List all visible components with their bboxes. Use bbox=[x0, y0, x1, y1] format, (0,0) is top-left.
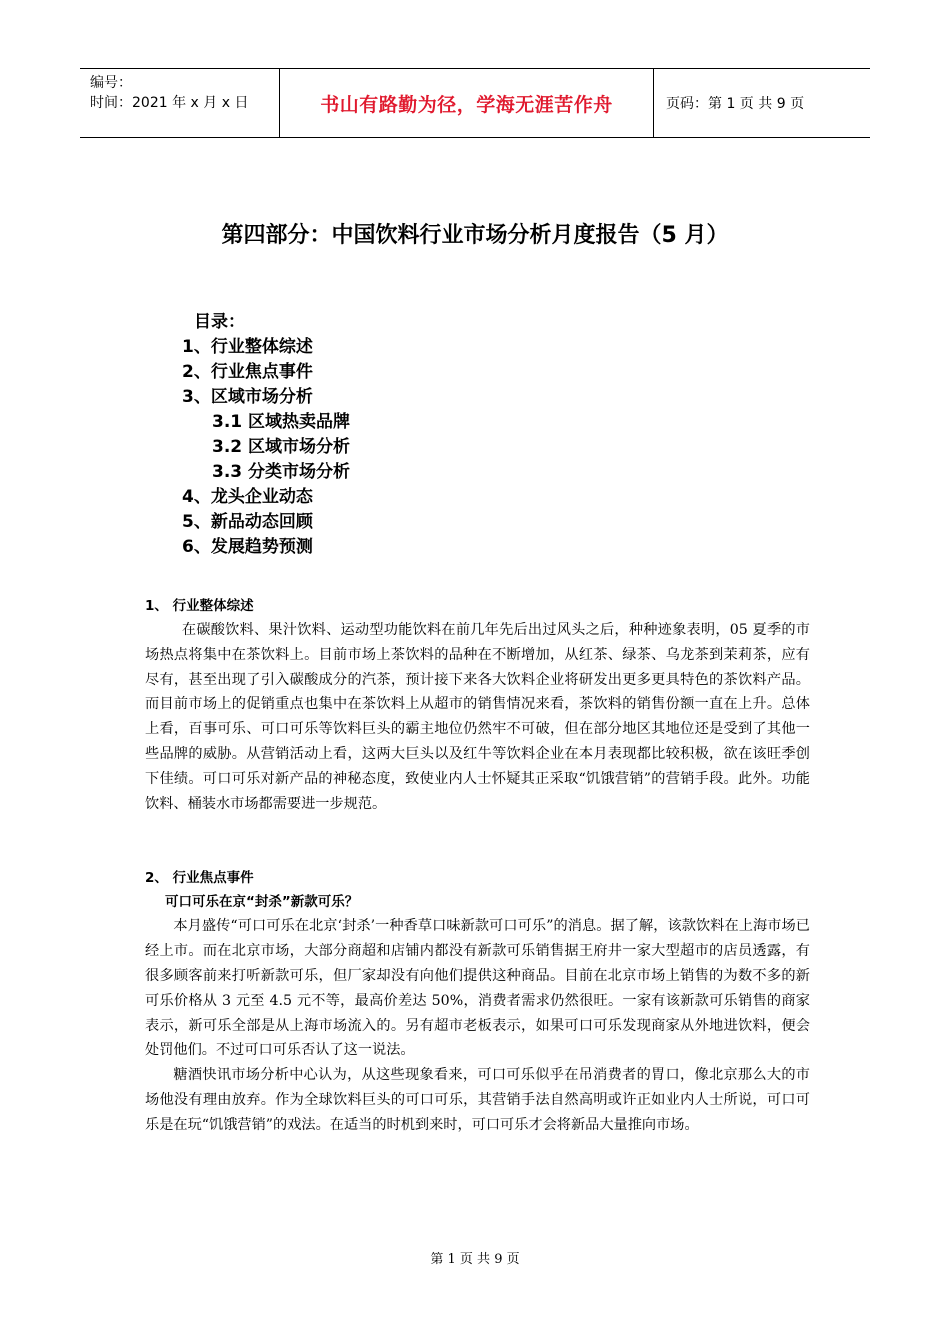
table-of-contents bbox=[182, 310, 350, 560]
document-number-label: 编号： bbox=[90, 75, 132, 91]
toc-subitem: 3.3 分类市场分析 bbox=[212, 462, 351, 482]
toc-item: 1、行业整体综述 bbox=[182, 337, 313, 357]
toc-item: 4、龙头企业动态 bbox=[182, 487, 313, 507]
section-paragraph: 在碳酸饮料、果汁饮料、运动型功能饮料在前几年先后出过风头之后，种种迹象表明，05 夏季的市场热点将集中在茶饮料上。目前市场上茶饮料的品种在不断增加，从红茶、绿茶、乌龙茶到茉莉茶，应有尽有，甚至出现了引入碳酸成分的汽茶，预计接下来各大饮料企业将研发出更多更具特色的茶饮料产品。而目前市场上的促销重点也集中在茶饮料上从超市的销售情况来看，茶饮料的销售份额一直在上升。总体上看，百事可乐、可口可乐等饮料巨头的霸主地位仍然牢不可破，但在部分地区其地位还是受到了其他一些品牌的威胁。从营销活动上看，这两大巨头以及红牛等饮料企业在本月表现都比较积极，欲在该旺季创下佳绩。可口可乐对新产品的神秘态度，致使业内人士怀疑其正采取“饥饿营销”的营销手段。此外。功能饮料、桶装水市场都需要进一步规范。 bbox=[145, 622, 810, 812]
toc-item: 5、新品动态回顾 bbox=[182, 512, 313, 532]
toc-heading: 目录： bbox=[194, 312, 245, 332]
toc-subitem: 3.1 区域热卖品牌 bbox=[212, 412, 351, 432]
header-meta bbox=[80, 69, 280, 137]
page-footer: 第 1 页 共 9 页 bbox=[430, 1252, 520, 1267]
toc-subitem: 3.2 区域市场分析 bbox=[212, 437, 351, 457]
document-body bbox=[145, 594, 810, 1138]
document-time-label: 时间：2021 年 x 月 x 日 bbox=[90, 95, 249, 111]
section-paragraph: 本月盛传“可口可乐在北京‘封杀’一种香草口味新款可口可乐”的消息。据了解，该款饮料在上海市场已经上市。而在北京市场，大部分商超和店铺内都没有新款可乐销售据王府井一家大型超市的店员透露，有很多顾客前来打听新款可乐，但厂家却没有向他们提供这种商品。目前在北京市场上销售的为数不多的新可乐价格从 3 元至 4.5 元不等，最高价差达 50%，消费者需求仍然很旺。一家有该新款可乐销售的商家表示，新可乐全部是从上海市场流入的。另有超市老板表示，如果可口可乐发现商家从外地进饮料，便会处罚他们。不过可口可乐否认了这一说法。 bbox=[145, 918, 810, 1059]
document-title: 第四部分：中国饮料行业市场分析月度报告（5 月） bbox=[221, 223, 729, 248]
toc-item: 3、区域市场分析 bbox=[182, 387, 313, 407]
section-heading: 1、 行业整体综述 bbox=[145, 598, 254, 614]
section-subheading: 可口可乐在京“封杀”新款可乐？ bbox=[165, 894, 359, 911]
header-page-info: 页码：第 1 页 共 9 页 bbox=[666, 96, 805, 112]
section-paragraph: 糖酒快讯市场分析中心认为，从这些现象看来，可口可乐似乎在吊消费者的胃口，像北京那么大的市场他没有理由放弃。作为全球饮料巨头的可口可乐，其营销手法自然高明或许正如业内人士所说，可口可乐是在玩“饥饿营销”的戏法。在适当的时机到来时，可口可乐才会将新品大量推向市场。 bbox=[145, 1067, 810, 1133]
toc-item: 2、行业焦点事件 bbox=[182, 362, 313, 382]
section-heading: 2、 行业焦点事件 bbox=[145, 870, 254, 887]
page-header bbox=[80, 68, 870, 138]
header-motto: 书山有路勤为径，学海无涯苦作舟 bbox=[280, 69, 654, 137]
toc-item: 6、发展趋势预测 bbox=[182, 537, 313, 557]
